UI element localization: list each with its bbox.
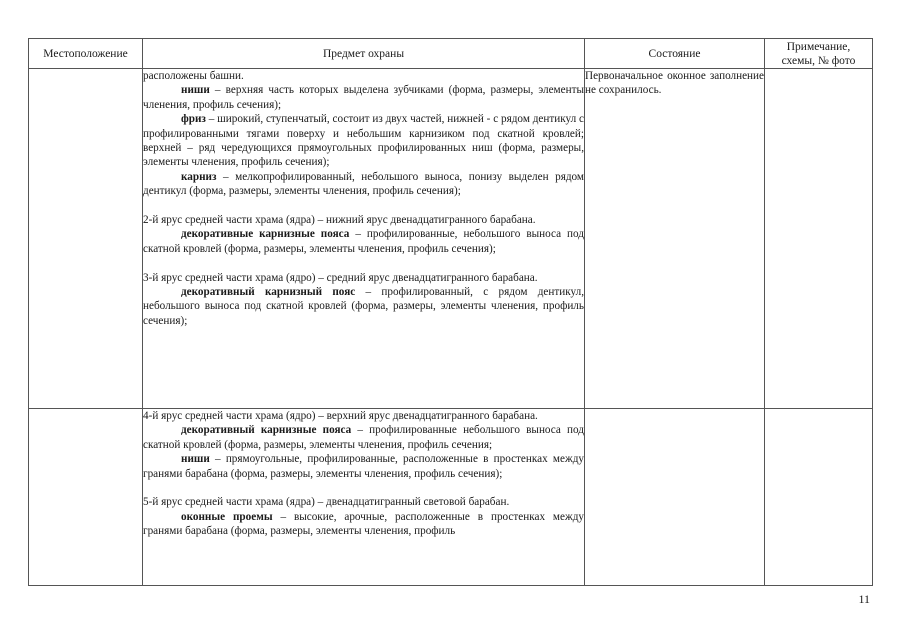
header-state: Состояние [585,39,765,69]
subject-term: декоративные карнизные пояса [181,228,350,241]
protection-table [28,38,873,586]
subject-term: фриз [181,113,206,126]
subject-paragraph: 3-й ярус средней части храма (ядро) – средний ярус двенадцатигранного барабана. [143,271,538,284]
subject-term: оконные проемы [181,510,273,523]
subject-paragraph: 4-й ярус средней части храма (ядро) – верхний ярус двенадцатигранного барабана. [143,410,538,422]
location-cell [29,69,143,409]
subject-paragraph [143,112,584,170]
subject-text: – широкий, ступенчатый, состоит из двух частей, нижней - с рядом дентикул с профилированными тягами поверху и небольшим карнизиком под скатной кровлей; верхней – ряд чередующихся прямоугольных профилированных ниш (форма, размеры, элементы членения, профиль сечения); [143,113,584,169]
subject-paragraph [143,510,584,539]
subject-paragraph: 5-й ярус средней части храма (ядра) – двенадцатигранный световой барабан. [143,496,510,509]
subject-term: декоративный карнизные пояса [181,424,352,437]
subject-text: – профилированные небольшого выноса под скатной кровлей (форма, размеры, элементы членения, профиль сечения; [143,424,584,451]
header-location: Местоположение [29,39,143,69]
note-cell [765,409,873,586]
page-number: 11 [858,592,870,606]
paragraph-gap [143,481,584,495]
subject-text: – профилированные, небольшого выноса под скатной кровлей (форма, размеры, элементы членения, профиль сечения); [143,228,584,255]
subject-term: карниз [181,170,217,183]
header-note-line2: схемы, № фото [781,54,856,67]
subject-paragraph [143,423,584,452]
subject-text: – профилированный, с рядом дентикул, небольшого выноса под скатной кровлей (форма, размеры, элементы членения, профиль сечения); [143,286,584,327]
subject-paragraph [143,83,584,112]
header-note-line1: Примечание, [786,40,851,53]
note-cell [765,69,873,409]
subject-text: – мелкопрофилированный, небольшого выноса, понизу выделен рядом дентикул (форма, размеры, элементы членения, профиль сечения); [143,170,584,198]
subject-paragraph [143,452,584,481]
state-cell [585,409,765,586]
location-cell [29,409,143,586]
paragraph-gap [143,199,584,213]
header-subject: Предмет охраны [143,39,585,69]
subject-text: – верхняя часть которых выделена зубчиками (форма, размеры, элементы членения, профиль сечения); [143,84,584,111]
subject-cell [143,69,585,409]
subject-term: ниши [181,84,210,97]
subject-paragraph [143,227,584,256]
subject-term: декоративный карнизный пояс [181,286,356,299]
subject-text: – высокие, арочные, расположенные в простенках между гранями барабана (форма, размеры, элементы членения, профиль [143,510,584,538]
table-row [29,69,873,409]
subject-paragraph [143,285,584,328]
subject-paragraph: расположены башни. [143,70,244,82]
subject-paragraph [143,170,584,199]
subject-paragraph: 2-й ярус средней части храма (ядра) – нижний ярус двенадцатигранного барабана. [143,214,536,227]
subject-term: ниши [181,453,210,466]
subject-text: – прямоугольные, профилированные, расположенные в простенках между гранями барабана (форма, размеры, элементы членения, профиль сечения); [143,453,584,480]
subject-cell [143,409,585,586]
table-header-row [29,39,873,69]
paragraph-gap [143,256,584,270]
header-note [765,39,873,69]
state-cell: Первоначальное оконное заполнение не сохранилось. [585,69,765,409]
table-row [29,409,873,586]
